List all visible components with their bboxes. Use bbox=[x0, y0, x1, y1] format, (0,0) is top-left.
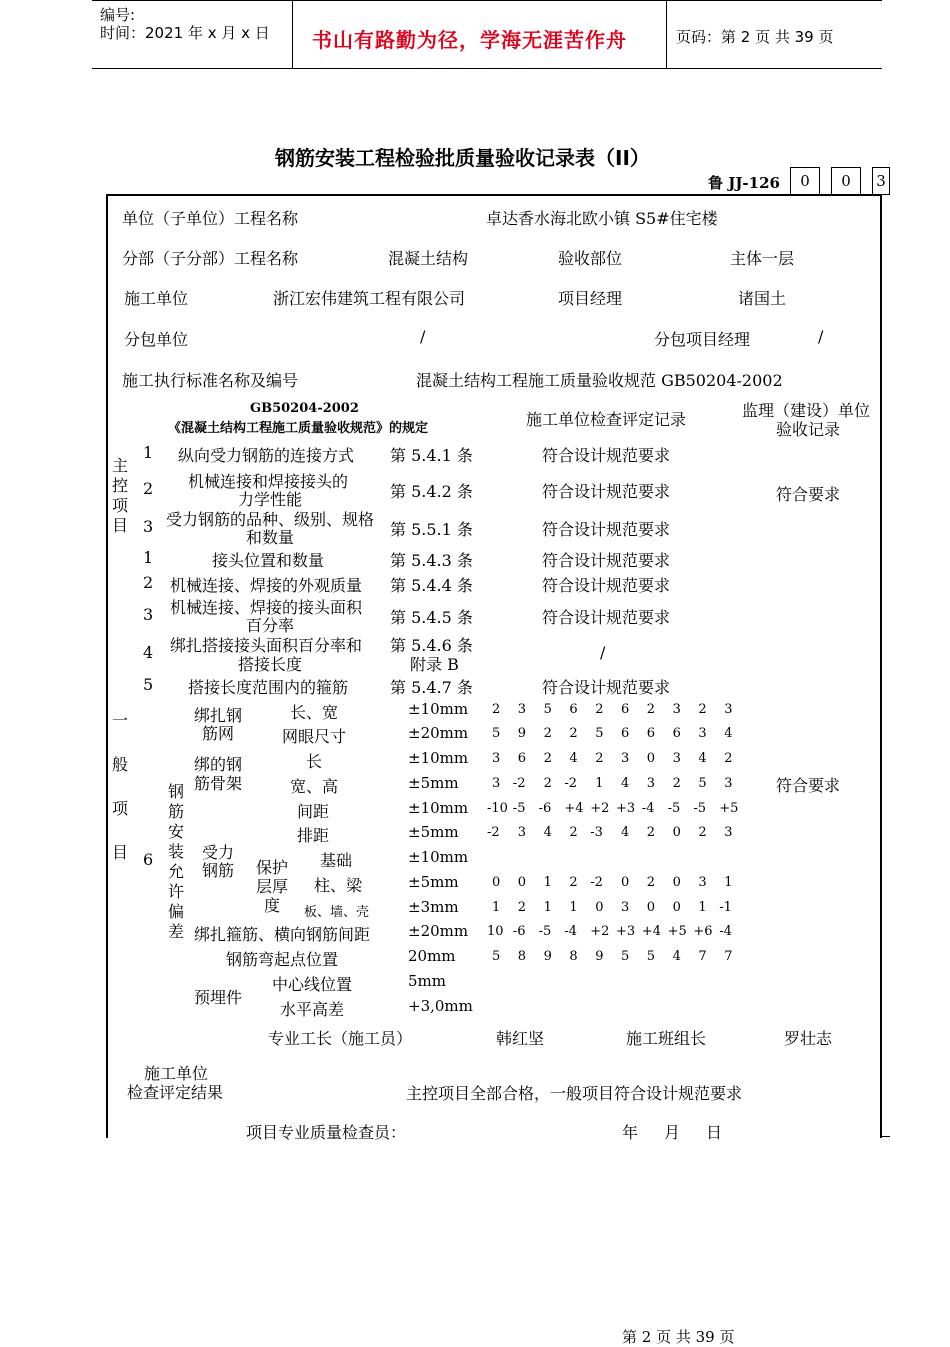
unit-label: 单位（子单位）工程名称 bbox=[122, 209, 299, 228]
tolerance-item: 排距 bbox=[297, 826, 330, 845]
header-divider-2 bbox=[666, 0, 667, 68]
header-divider-1 bbox=[292, 0, 293, 68]
part-value: 主体一层 bbox=[730, 249, 795, 268]
measured-value: +5 bbox=[719, 801, 739, 816]
mc-row2-item-2: 力学性能 bbox=[238, 490, 303, 509]
supervisor-header-2: 验收记录 bbox=[776, 420, 841, 439]
measured-value: 4 bbox=[724, 726, 733, 741]
measured-value: 2 bbox=[517, 900, 527, 915]
general-label-2: 般 bbox=[112, 755, 129, 774]
measured-value: 2 bbox=[595, 702, 604, 717]
unit-value: 卓达香水海北欧小镇 S5#住宅楼 bbox=[486, 209, 718, 228]
group-cover-1: 保护 bbox=[256, 858, 289, 877]
constructor-label: 施工单位 bbox=[124, 289, 189, 308]
gen-row4-clause-2: 附录 B bbox=[410, 655, 459, 674]
code-box-1: 0 bbox=[790, 167, 820, 195]
measured-value: 2 bbox=[646, 875, 656, 890]
date-day: 日 bbox=[706, 1123, 723, 1142]
measured-value: 3 bbox=[672, 751, 681, 766]
table-bottom-mark bbox=[880, 1136, 890, 1137]
gen-row4-clause: 第 5.4.6 条 bbox=[390, 636, 473, 655]
measured-value: 3 bbox=[517, 702, 527, 717]
group-cover-3: 度 bbox=[264, 896, 281, 915]
measured-value: 3 bbox=[621, 751, 630, 766]
measured-value: 6 bbox=[672, 726, 681, 741]
measured-value: -5 bbox=[512, 801, 526, 816]
sub-project-value: 混凝土结构 bbox=[388, 249, 469, 268]
subcontract-value: / bbox=[420, 327, 426, 346]
mc-row3-clause: 第 5.5.1 条 bbox=[390, 520, 473, 539]
header-time: 时间：2021 年 x 月 x 日 bbox=[100, 24, 270, 42]
measured-value: +6 bbox=[693, 924, 713, 939]
measured-value: 3 bbox=[646, 776, 656, 791]
gen-row5-result: 符合设计规范要求 bbox=[542, 678, 671, 697]
measured-value: 2 bbox=[646, 702, 656, 717]
measured-value: 2 bbox=[492, 702, 501, 717]
tolerance-limit: ±20mm bbox=[408, 922, 469, 940]
tolerance-item: 宽、高 bbox=[290, 777, 339, 796]
tolerance-item: 水平高差 bbox=[280, 1000, 345, 1019]
sub-project-label: 分部（子分部）工程名称 bbox=[122, 249, 299, 268]
measured-value: +5 bbox=[667, 924, 687, 939]
measured-value: 10 bbox=[487, 924, 504, 939]
tolerance-item: 基础 bbox=[320, 851, 353, 870]
tolerance-limit: ±5mm bbox=[408, 823, 459, 841]
result-label-1: 施工单位 bbox=[144, 1064, 209, 1083]
measured-value: 3 bbox=[698, 726, 707, 741]
measured-value: 2 bbox=[698, 825, 707, 840]
table-right-border bbox=[880, 194, 882, 1138]
measured-value: -2 bbox=[487, 825, 500, 840]
measured-value: 3 bbox=[621, 900, 630, 915]
measured-value: 6 bbox=[621, 702, 630, 717]
gen-row2-item: 机械连接、焊接的外观质量 bbox=[170, 576, 363, 595]
header-number-label: 编号: bbox=[100, 6, 136, 24]
tolerance-item: 长 bbox=[306, 752, 323, 771]
table-top-border bbox=[106, 194, 882, 196]
page-footer: 第 2 页 共 39 页 bbox=[622, 1328, 735, 1346]
group-frame-1: 绑的钢 bbox=[194, 755, 243, 774]
measured-value: 1 bbox=[492, 900, 501, 915]
tolerance-item: 柱、梁 bbox=[314, 876, 363, 895]
measured-value: 5 bbox=[698, 776, 707, 791]
supervisor-header-1: 监理（建设）单位 bbox=[742, 401, 871, 420]
tolerance-limit: ±5mm bbox=[408, 873, 459, 891]
measured-value: +4 bbox=[641, 924, 661, 939]
measured-value: 0 bbox=[672, 875, 681, 890]
gen-row2-no: 2 bbox=[143, 573, 154, 592]
measured-value: -5 bbox=[693, 801, 707, 816]
measured-value: 5 bbox=[492, 726, 501, 741]
mc-supervisor-result: 符合要求 bbox=[776, 485, 841, 504]
measured-value: 6 bbox=[517, 751, 527, 766]
tolerance-item: 网眼尺寸 bbox=[282, 727, 347, 746]
measured-value: 0 bbox=[672, 825, 681, 840]
table-left-border bbox=[106, 194, 108, 1138]
gen-row4-item: 绑扎搭接接头面积百分率和 bbox=[170, 636, 363, 655]
measured-value: 0 bbox=[595, 900, 604, 915]
group-mesh-1: 绑扎钢 bbox=[194, 706, 243, 725]
measured-value: 4 bbox=[672, 949, 681, 964]
mc-row2-result: 符合设计规范要求 bbox=[542, 482, 671, 501]
measured-value: 2 bbox=[595, 751, 604, 766]
tolerance-limit: ±5mm bbox=[408, 774, 459, 792]
measured-value: 0 bbox=[492, 875, 501, 890]
gen-supervisor-result: 符合要求 bbox=[776, 776, 841, 795]
gen-row3-item: 机械连接、焊接的接头面积 bbox=[170, 598, 363, 617]
measured-value: 3 bbox=[698, 875, 707, 890]
measured-value: -10 bbox=[487, 801, 508, 816]
measured-value: 1 bbox=[595, 776, 604, 791]
pm-label: 项目经理 bbox=[558, 289, 623, 308]
mc-row3-item: 受力钢筋的品种、级别、规格 bbox=[166, 510, 375, 529]
measured-value: 3 bbox=[724, 776, 733, 791]
measured-value: 3 bbox=[492, 776, 501, 791]
measured-value: 3 bbox=[517, 825, 527, 840]
gen-row1-item: 接头位置和数量 bbox=[212, 551, 325, 570]
gen-row3-clause: 第 5.4.5 条 bbox=[390, 608, 473, 627]
measured-value: 0 bbox=[646, 751, 656, 766]
gen-row4-result: / bbox=[600, 643, 606, 662]
measured-value: 2 bbox=[543, 776, 552, 791]
measured-value: 9 bbox=[543, 949, 552, 964]
measured-value: +3 bbox=[616, 801, 636, 816]
measured-value: 4 bbox=[543, 825, 552, 840]
tolerance-item: 板、墙、壳 bbox=[304, 905, 370, 920]
gen-row3-item-2: 百分率 bbox=[246, 616, 295, 635]
mc-row1-clause: 第 5.4.1 条 bbox=[390, 446, 473, 465]
general-label-1: 一 bbox=[112, 711, 129, 730]
sub-pm-label: 分包项目经理 bbox=[654, 330, 751, 349]
constructor-value: 浙江宏伟建筑工程有限公司 bbox=[273, 289, 466, 308]
mc-row3-result: 符合设计规范要求 bbox=[542, 520, 671, 539]
tolerance-item: 间距 bbox=[297, 802, 330, 821]
part-label: 验收部位 bbox=[558, 249, 623, 268]
measured-value: 9 bbox=[517, 726, 527, 741]
header-bottom-rule bbox=[92, 68, 882, 69]
gen-row5-clause: 第 5.4.7 条 bbox=[390, 678, 473, 697]
measured-value: -4 bbox=[564, 924, 578, 939]
measured-value: 7 bbox=[698, 949, 707, 964]
measured-value: 0 bbox=[621, 875, 630, 890]
subcontract-label: 分包单位 bbox=[124, 330, 189, 349]
team-leader-label: 施工班组长 bbox=[626, 1029, 707, 1048]
form-code: 鲁 JJ-126 bbox=[708, 174, 780, 192]
measured-value: -5 bbox=[538, 924, 552, 939]
group-frame-2: 筋骨架 bbox=[194, 774, 243, 793]
measured-value: 8 bbox=[569, 949, 578, 964]
code-box-2: 0 bbox=[831, 167, 861, 195]
tolerance-item: 绑扎箍筋、横向钢筋间距 bbox=[194, 925, 371, 944]
spec-code: GB50204-2002 bbox=[250, 401, 359, 416]
measured-value: +2 bbox=[590, 924, 610, 939]
tolerance-limit: ±20mm bbox=[408, 724, 469, 742]
gen-row1-clause: 第 5.4.3 条 bbox=[390, 551, 473, 570]
standard-value: 混凝土结构工程施工质量验收规范 GB50204-2002 bbox=[416, 371, 783, 390]
mc-row1-result: 符合设计规范要求 bbox=[542, 446, 671, 465]
measured-value: 0 bbox=[646, 900, 656, 915]
measured-value: 2 bbox=[698, 702, 707, 717]
gen-row1-no: 1 bbox=[143, 548, 154, 567]
measured-value: 5 bbox=[646, 949, 656, 964]
gen-row6-no: 6 bbox=[143, 850, 154, 869]
measured-value: 4 bbox=[621, 825, 630, 840]
measured-value: 3 bbox=[724, 825, 733, 840]
general-label-4: 目 bbox=[112, 843, 129, 862]
measured-value: 2 bbox=[569, 726, 578, 741]
mc-row3-no: 3 bbox=[143, 517, 154, 536]
measured-value: -1 bbox=[719, 900, 732, 915]
group-main-bar-2: 钢筋 bbox=[202, 861, 235, 880]
gen-row5-item: 搭接长度范围内的箍筋 bbox=[188, 678, 349, 697]
gen-row4-no: 4 bbox=[143, 643, 154, 662]
measured-value: 3 bbox=[672, 702, 681, 717]
gen-row1-result: 符合设计规范要求 bbox=[542, 551, 671, 570]
group-mesh-2: 筋网 bbox=[202, 724, 235, 743]
measured-value: 6 bbox=[569, 702, 578, 717]
measured-value: 0 bbox=[672, 900, 681, 915]
group-main-bar-1: 受力 bbox=[202, 843, 235, 862]
group-cover-2: 层厚 bbox=[256, 877, 289, 896]
tolerance-limit: ±10mm bbox=[408, 700, 469, 718]
team-leader-value: 罗壮志 bbox=[784, 1029, 833, 1048]
measured-value: 0 bbox=[517, 875, 527, 890]
measured-value: -5 bbox=[667, 801, 681, 816]
measured-value: -4 bbox=[719, 924, 732, 939]
tolerance-limit: 20mm bbox=[408, 947, 456, 965]
gen-row3-no: 3 bbox=[143, 605, 154, 624]
date-year: 年 bbox=[622, 1123, 639, 1142]
measured-value: 1 bbox=[543, 875, 552, 890]
general-label-3: 项 bbox=[112, 799, 129, 818]
header-top-rule bbox=[92, 0, 882, 1]
tolerance-limit: ±10mm bbox=[408, 799, 469, 817]
gen-row5-no: 5 bbox=[143, 675, 154, 694]
measured-value: 5 bbox=[595, 726, 604, 741]
measured-value: 1 bbox=[724, 875, 733, 890]
measured-value: 5 bbox=[543, 702, 552, 717]
tolerance-limit: ±3mm bbox=[408, 898, 459, 916]
measured-value: -3 bbox=[590, 825, 603, 840]
measured-value: 2 bbox=[724, 751, 733, 766]
tolerance-item: 长、宽 bbox=[290, 703, 339, 722]
document-title: 钢筋安装工程检验批质量验收记录表（II） bbox=[275, 146, 650, 170]
tolerance-limit: ±10mm bbox=[408, 848, 469, 866]
measured-value: 3 bbox=[492, 751, 501, 766]
measured-value: 9 bbox=[595, 949, 604, 964]
measured-value: 1 bbox=[569, 900, 578, 915]
result-label-2: 检查评定结果 bbox=[127, 1083, 224, 1102]
measured-value: 2 bbox=[543, 726, 552, 741]
measured-value: +2 bbox=[590, 801, 610, 816]
measured-value: -4 bbox=[641, 801, 655, 816]
gen-row4-item-2: 搭接长度 bbox=[238, 655, 303, 674]
mc-row2-no: 2 bbox=[143, 479, 154, 498]
measured-value: 5 bbox=[621, 949, 630, 964]
measured-value: -2 bbox=[590, 875, 603, 890]
foreman-value: 韩红坚 bbox=[496, 1029, 545, 1048]
spec-title: 《混凝土结构工程施工质量验收规范》的规定 bbox=[168, 421, 429, 436]
header-motto: 书山有路勤为径，学海无涯苦作舟 bbox=[312, 28, 627, 52]
code-box-3: 3 bbox=[872, 167, 890, 195]
tolerance-limit: +3,0mm bbox=[408, 997, 473, 1015]
tolerance-limit: ±10mm bbox=[408, 749, 469, 767]
mc-row2-item: 机械连接和焊接接头的 bbox=[188, 472, 349, 491]
measured-value: -2 bbox=[564, 776, 578, 791]
tolerance-vertical-label: 钢筋安装允许偏差 bbox=[167, 782, 184, 941]
measured-value: +4 bbox=[564, 801, 584, 816]
group-embed: 预埋件 bbox=[194, 988, 243, 1007]
tolerance-item: 钢筋弯起点位置 bbox=[226, 950, 339, 969]
mc-row2-clause: 第 5.4.2 条 bbox=[390, 482, 473, 501]
date-month: 月 bbox=[664, 1123, 681, 1142]
measured-value: 8 bbox=[517, 949, 527, 964]
measured-value: +3 bbox=[616, 924, 636, 939]
mc-row1-no: 1 bbox=[143, 443, 154, 462]
measured-value: 5 bbox=[492, 949, 501, 964]
measured-value: -2 bbox=[512, 776, 526, 791]
measured-value: 2 bbox=[569, 875, 578, 890]
measured-value: 4 bbox=[621, 776, 630, 791]
measured-value: 4 bbox=[569, 751, 578, 766]
measured-value: 2 bbox=[672, 776, 681, 791]
measured-value: 2 bbox=[543, 751, 552, 766]
result-text: 主控项目全部合格，一般项目符合设计规范要求 bbox=[406, 1084, 743, 1103]
foreman-label: 专业工长（施工员） bbox=[268, 1029, 413, 1048]
mc-row3-item-2: 和数量 bbox=[246, 528, 295, 547]
gen-row2-result: 符合设计规范要求 bbox=[542, 576, 671, 595]
measured-value: -6 bbox=[512, 924, 526, 939]
measured-value: 4 bbox=[698, 751, 707, 766]
tolerance-limit: 5mm bbox=[408, 972, 446, 990]
inspector-label: 项目专业质量检查员： bbox=[246, 1123, 407, 1142]
check-record-header: 施工单位检查评定记录 bbox=[526, 410, 687, 429]
header-page-info: 页码：第 2 页 共 39 页 bbox=[676, 28, 834, 46]
measured-value: 6 bbox=[646, 726, 656, 741]
measured-value: 6 bbox=[621, 726, 630, 741]
measured-value: 2 bbox=[569, 825, 578, 840]
tolerance-item: 中心线位置 bbox=[272, 975, 353, 994]
measured-value: 1 bbox=[543, 900, 552, 915]
standard-label: 施工执行标准名称及编号 bbox=[122, 371, 299, 390]
main-control-label: 主控项目 bbox=[111, 456, 128, 535]
measured-value: -6 bbox=[538, 801, 552, 816]
measured-value: 1 bbox=[698, 900, 707, 915]
gen-row3-result: 符合设计规范要求 bbox=[542, 608, 671, 627]
pm-value: 诸国土 bbox=[738, 289, 787, 308]
mc-row1-item: 纵向受力钢筋的连接方式 bbox=[178, 446, 355, 465]
measured-value: 3 bbox=[724, 702, 733, 717]
measured-value: 7 bbox=[724, 949, 733, 964]
measured-value: 2 bbox=[646, 825, 656, 840]
sub-pm-value: / bbox=[818, 327, 824, 346]
gen-row2-clause: 第 5.4.4 条 bbox=[390, 576, 473, 595]
